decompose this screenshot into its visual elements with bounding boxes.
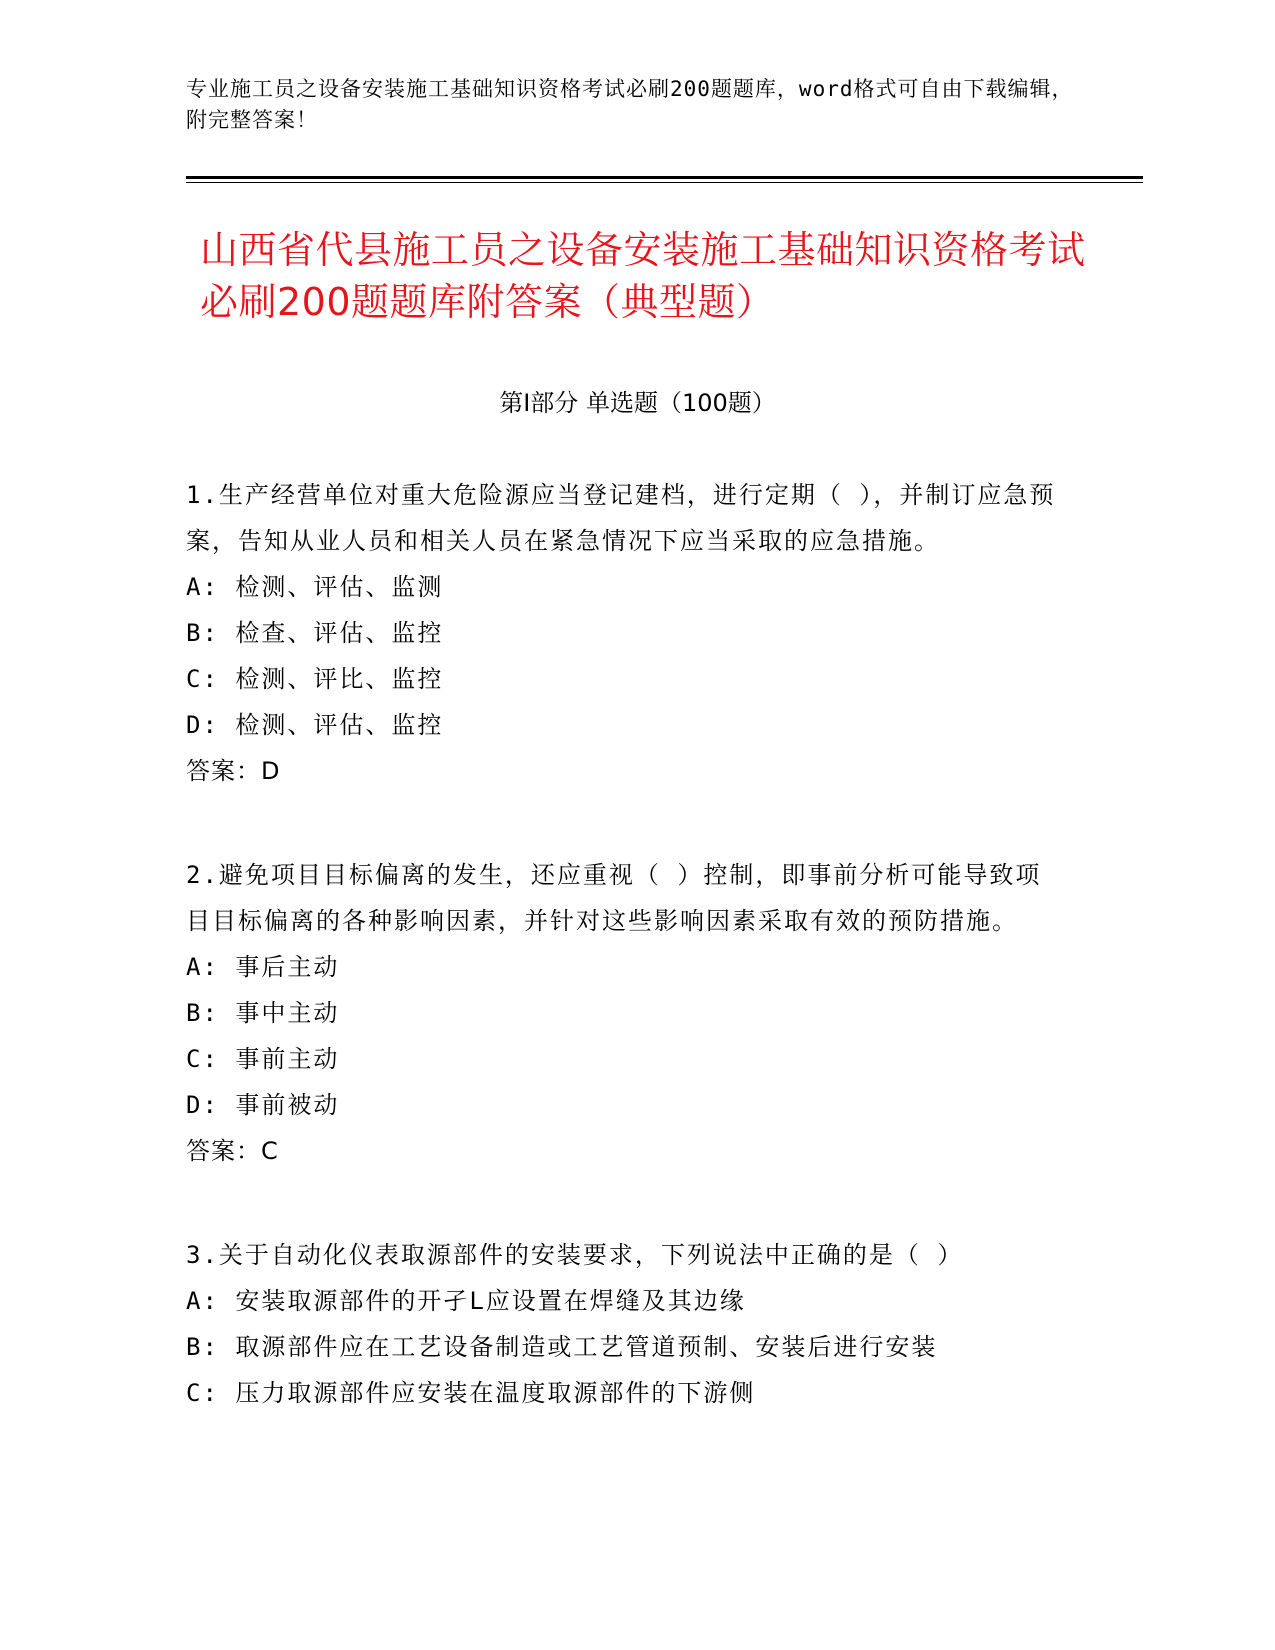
answer: 答案：C [186,1137,279,1165]
document-title: 山西省代县施工员之设备安装施工基础知识资格考试必刷200题题库附答案（典型题） [200,228,1086,324]
question-3 [186,1232,1066,1416]
header-note: 专业施工员之设备安装施工基础知识资格考试必刷200题题库，word格式可自由下载编辑，附完整答案！ [186,77,1074,132]
option-b: B: 取源部件应在工艺设备制造或工艺管道预制、安装后进行安装 [186,1333,938,1361]
section-heading: 第I部分 单选题（100题） [499,389,776,417]
question-list [186,472,1066,1416]
option-d: D: 检测、评估、监控 [186,711,444,739]
option-c: C: 压力取源部件应安装在温度取源部件的下游侧 [186,1379,756,1407]
question-1 [186,472,1066,794]
option-c: C: 检测、评比、监控 [186,665,444,693]
header-rule-thick [186,176,1143,179]
header-rule-thin [186,182,1143,183]
answer: 答案：D [186,757,281,785]
question-stem: 2.避免项目目标偏离的发生，还应重视（ ）控制，即事前分析可能导致项目目标偏离的各种影响因素，并针对这些影响因素采取有效的预防措施。 [186,861,1042,935]
question-spacer [186,1174,1066,1232]
option-d: D: 事前被动 [186,1091,340,1119]
option-a: A: 检测、评估、监测 [186,573,444,601]
option-b: B: 检查、评估、监控 [186,619,444,647]
option-a: A: 事后主动 [186,953,340,981]
question-stem: 3.关于自动化仪表取源部件的安装要求，下列说法中正确的是（ ） [186,1241,964,1269]
option-a: A: 安装取源部件的开孑L应设置在焊缝及其边缘 [186,1287,746,1315]
question-spacer [186,794,1066,852]
question-2 [186,852,1066,1174]
question-stem: 1.生产经营单位对重大危险源应当登记建档，进行定期（ ），并制订应急预案，告知从业人员和相关人员在紧急情况下应当采取的应急措施。 [186,481,1056,555]
option-b: B: 事中主动 [186,999,340,1027]
option-c: C: 事前主动 [186,1045,340,1073]
